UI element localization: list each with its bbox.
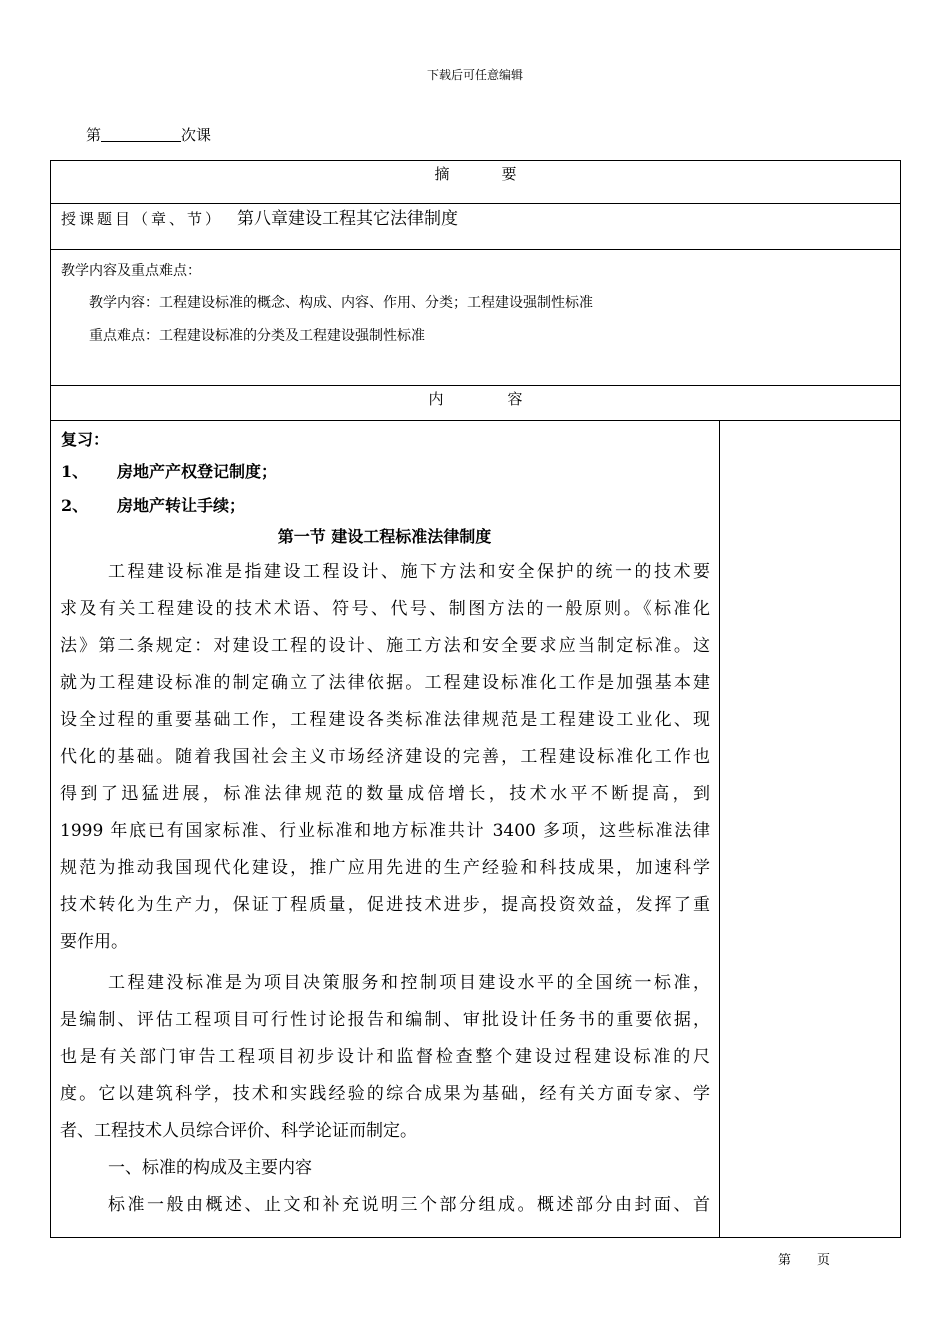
download-note: 下载后可任意编辑 <box>426 68 523 82</box>
content-header-row <box>51 386 900 421</box>
review-item-text: 房地产产权登记制度； <box>117 462 278 481</box>
paragraph-line: 是编制、评估工程项目可行性讨论报告和编制、审批设计任务书的重要依据， <box>60 1010 710 1030</box>
paragraph-3 <box>60 1187 710 1224</box>
content-head-char-1: 内 <box>428 390 444 408</box>
paragraph-line: 度。它以建筑科学，技术和实践经验的综合成果为基础，经有关方面专家、学 <box>60 1084 710 1104</box>
teaching-content-row <box>51 250 900 386</box>
content-head-char-2: 容 <box>507 390 523 408</box>
page-suffix: 页 <box>817 1253 831 1268</box>
subject-value: 第八章建设工程其它法律制度 <box>237 209 459 229</box>
paragraph-line: 技术转化为生产力，保证丁程质量，促进技术进步，提高投资效益，发挥了重 <box>60 895 710 915</box>
teaching-title: 教学内容及重点难点： <box>61 263 201 279</box>
teaching-focus: 重点难点：工程建设标准的分类及工程建设强制性标准 <box>89 328 425 344</box>
page-footer <box>778 1249 830 1268</box>
paragraph-line: 也是有关部门审告工程项目初步设计和监督检查整个建设过程建设标准的尺 <box>60 1047 710 1067</box>
paragraph-line: 工程建设标准是指建设工程设计、施下方法和安全保护的统一的技术要 <box>108 562 710 582</box>
summary-header-row <box>51 161 900 204</box>
summary-head-char-1: 摘 <box>434 165 450 183</box>
page-prefix: 第 <box>778 1253 792 1268</box>
review-item-number: 2、 <box>61 496 89 515</box>
lesson-suffix: 次课 <box>181 126 212 144</box>
lesson-number-blank <box>101 127 181 142</box>
section-title: 第一节 建设工程标准法律制度 <box>277 527 492 546</box>
main-text-area <box>50 420 719 1238</box>
paragraph-line: 者、工程技术人员综合评价、科学论证而制定。 <box>60 1121 417 1141</box>
review-title: 复习： <box>61 430 110 449</box>
paragraph-line: 规范为推动我国现代化建设，推广应用先进的生产经验和科技成果，加速科学 <box>60 858 710 878</box>
paragraph-line: 1999 年底已有国家标准、行业标准和地方标准共计 3400 多项，这些标准法律 <box>60 821 710 841</box>
subject-label: 授课题目（章、节） <box>61 210 224 228</box>
review-item-text: 房地产转让手续； <box>117 496 246 515</box>
subheading-text: 一、标准的构成及主要内容 <box>108 1158 312 1178</box>
teaching-content: 教学内容：工程建设标准的概念、构成、内容、作用、分类；工程建设强制性标准 <box>89 295 593 311</box>
lesson-prefix: 第 <box>86 126 102 144</box>
paragraph-line: 求及有关工程建设的技术术语、符号、代号、制图方法的一般原则。《标准化 <box>60 599 710 619</box>
subject-row <box>51 204 900 250</box>
paragraph-line: 要作用。 <box>60 932 128 952</box>
paragraph-line: 代化的基础。随着我国社会主义市场经济建设的完善，工程建设标准化工作也 <box>60 747 710 767</box>
summary-head-char-2: 要 <box>501 165 517 183</box>
review-item-number: 1、 <box>61 462 89 481</box>
paragraph-2 <box>60 965 710 1150</box>
paragraph-line: 设全过程的重要基础工作，工程建设各类标准法律规范是工程建设工业化、现 <box>60 710 710 730</box>
paragraph-line: 就为工程建设标准的制定确立了法律依据。工程建设标准化工作是加强基本建 <box>60 673 710 693</box>
paragraph-1 <box>60 554 710 961</box>
paragraph-line: 标准一般由概述、止文和补充说明三个部分组成。概述部分由封面、首 <box>108 1195 710 1215</box>
paragraph-line: 得到了迅猛进展，标准法律规范的数量成倍增长，技术水平不断提高，到 <box>60 784 710 804</box>
subheading <box>60 1150 710 1187</box>
paragraph-line: 工程建没标准是为项目决策服务和控制项目建设水平的全国统一标准， <box>108 973 710 993</box>
paragraph-line: 法》第二条规定：对建设工程的设计、施工方法和安全要求应当制定标准。这 <box>60 636 710 656</box>
lesson-number-line <box>86 124 211 145</box>
